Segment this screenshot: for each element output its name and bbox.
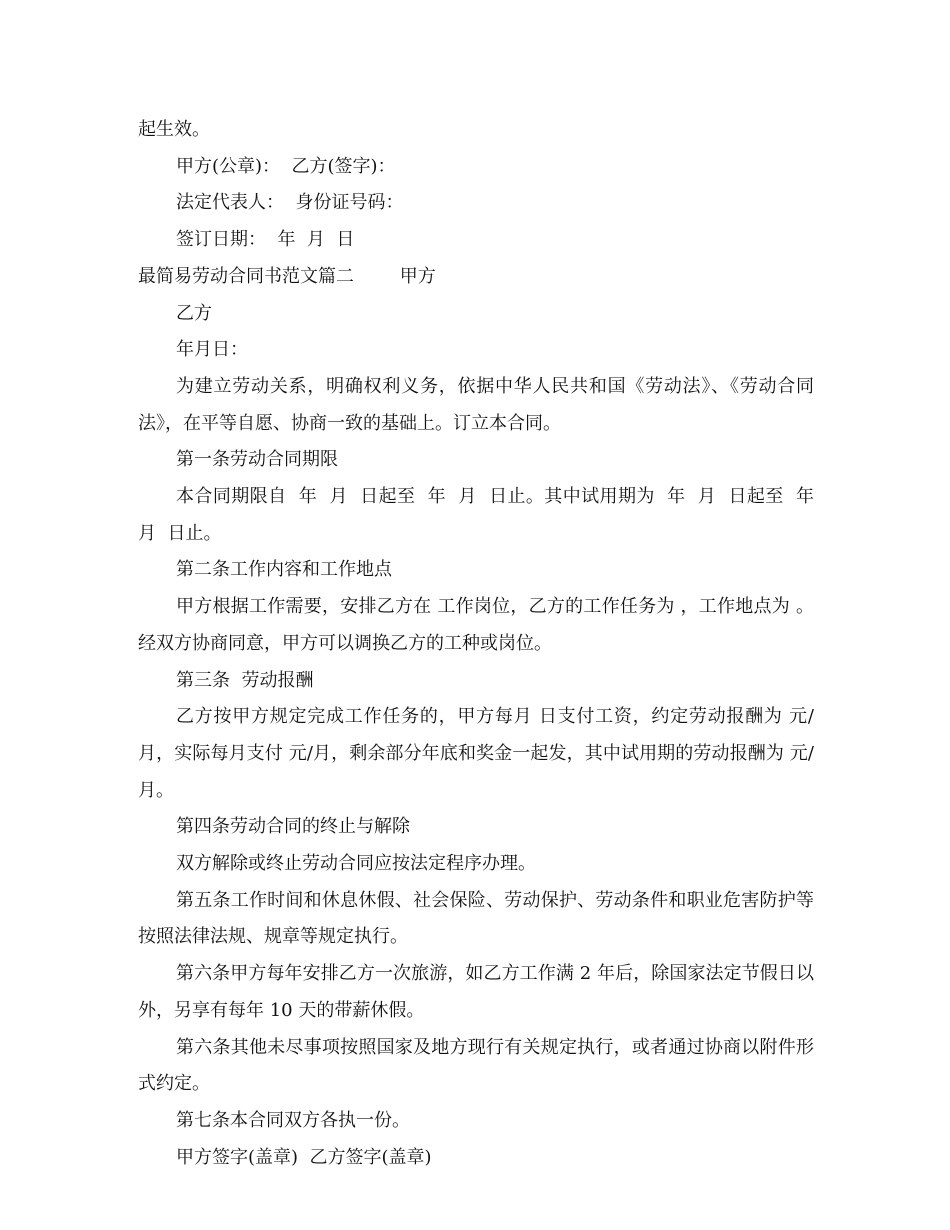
paragraph-party-b: 乙方 (176, 302, 212, 324)
article-1-body: 本合同期限自 年 月 日起至 年 月 日止。其中试用期为 年 月 日起至 年 月 日止。 (138, 486, 826, 544)
article-3-body: 乙方按甲方规定完成工作任务的，甲方每月 日支付工资，约定劳动报酬为 元/月，实际每月支付 元/月，剩余部分年底和奖金一起发，其中试用期的劳动报酬为 元/月。 (138, 706, 814, 801)
article-3-heading: 第三条 劳动报酬 (176, 669, 314, 691)
article-4-heading: 第四条劳动合同的终止与解除 (176, 816, 410, 838)
section-title-part-two: 最简易劳动合同书范文篇二 甲方 (138, 265, 436, 287)
paragraph-legal-rep: 法定代表人： 身份证号码： (176, 192, 404, 214)
paragraph-preamble: 为建立劳动关系，明确权利义务，依据中华人民共和国《劳动法》、《劳动合同法》，在平等自愿、协商一致的基础上。订立本合同。 (138, 375, 814, 434)
article-6-vacation-body: 第六条甲方每年安排乙方一次旅游，如乙方工作满 2 年后，除国家法定节假日以外，另享有每年 10 天的带薪休假。 (138, 963, 814, 1021)
article-7-body: 第七条本合同双方各执一份。 (176, 1109, 410, 1131)
paragraph-date: 年月日： (176, 339, 248, 361)
article-6-other-body: 第六条其他未尽事项按照国家及地方现行有关规定执行，或者通过协商以附件形式约定。 (138, 1036, 814, 1095)
paragraph-signatures: 甲方签字(盖章) 乙方签字(盖章) (176, 1146, 432, 1168)
article-2-heading: 第二条工作内容和工作地点 (176, 559, 392, 581)
paragraph-party-seal: 甲方(公章)： 乙方(签字)： (176, 155, 396, 177)
article-5-body: 第五条工作时间和休息休假、社会保险、劳动保护、劳动条件和职业危害防护等按照法律法规、规章等规定执行。 (138, 889, 814, 948)
article-1-heading: 第一条劳动合同期限 (176, 449, 338, 471)
document-body (138, 112, 826, 1176)
paragraph-effective: 起生效。 (138, 119, 210, 140)
article-4-body: 双方解除或终止劳动合同应按法定程序办理。 (176, 853, 536, 875)
paragraph-sign-date: 签订日期： 年 月 日 (176, 229, 355, 251)
article-2-body: 甲方根据工作需要，安排乙方在 工作岗位，乙方的工作任务为 ，工作地点为 。经双方协商同意，甲方可以调换乙方的工种或岗位。 (138, 596, 814, 654)
